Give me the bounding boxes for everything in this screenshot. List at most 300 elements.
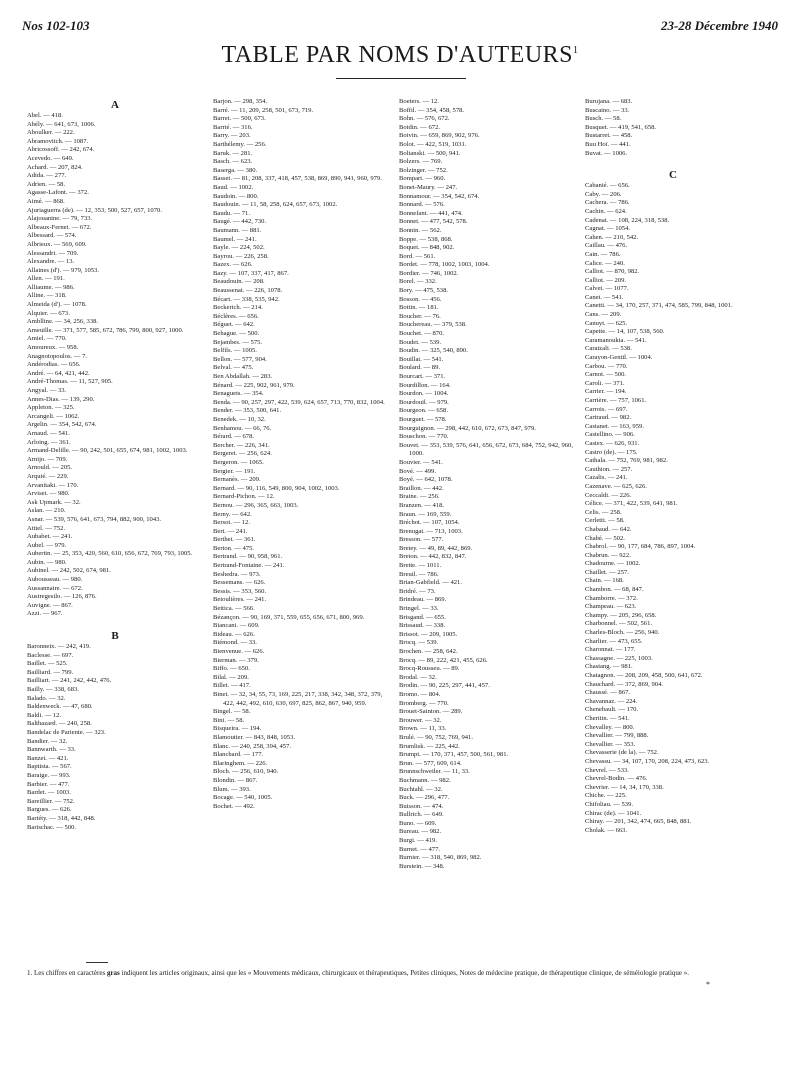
index-entry: Argelin. — 354, 542, 674. (27, 421, 97, 429)
index-entry: Boquet. — 848, 902. (399, 244, 455, 252)
index-entry: Chabé. — 502. (585, 534, 625, 542)
index-entry: Baptista. — 567. (27, 763, 72, 771)
index-entry: Bini. — 58. (213, 716, 245, 724)
index-entry: Busch. — 58. (585, 115, 622, 123)
index-entry: Breuil. — 786. (399, 570, 439, 578)
index-entry: Adrien. — 58. (27, 180, 66, 188)
index-entry: Binet. — 32, 34, 55, 73, 169, 225, 217, 338, 342, 348, 372, 379, 422, 442, 492, 610, 630, 697, 825, 862, 867, 940, 959. (213, 690, 384, 707)
index-entry: Bourguignon. — 298, 442, 610, 672, 673, 847, 979. (399, 424, 536, 432)
index-entry: Capette. — 14, 107, 538, 560. (585, 328, 665, 336)
index-entry: Baumel. — 241. (213, 235, 257, 243)
index-entry: Canet. — 541. (585, 293, 624, 301)
index-entry: Blanchard. — 177. (213, 751, 264, 759)
index-entry: Busquet. — 419, 541, 658. (585, 123, 657, 131)
index-entry: Bordet. — 778, 1002, 1003, 1004. (399, 261, 490, 269)
index-entry: Bonnet. — 477, 542, 578. (399, 218, 468, 226)
index-entry: Bécart. — 338, 535, 942. (213, 295, 280, 303)
index-entry: Betoulières. — 241. (213, 596, 267, 604)
index-entry: Bareillier. — 752. (27, 797, 75, 805)
index-entry: Calice. — 240. (585, 259, 625, 267)
issue-number: Nos 102-103 (22, 18, 90, 33)
index-entry: Brumpt. — 170, 371, 457, 500, 561, 981. (399, 751, 509, 759)
index-entry: Arnijo. — 709. (27, 455, 68, 463)
index-entry: André-Thomas. — 11, 527, 905. (27, 378, 113, 386)
index-entry: Berthet. — 361. (213, 536, 256, 544)
index-entry: Carrière. — 757, 1061. (585, 397, 647, 404)
index-entry: Cachera. — 786. (585, 199, 630, 207)
index-entry: Cadenat. — 108, 224, 318, 538. (585, 216, 670, 224)
index-entry: Baudu. — 71. (213, 209, 250, 217)
index-entry: Baldenweck. — 47, 680. (27, 703, 93, 711)
index-entry: Bourguet. — 578. (399, 415, 447, 423)
index-entry: Carayon-Gentil. — 1004. (585, 354, 653, 362)
index-entry: Aubertin. — 25, 353, 420, 560, 610, 656, 672, 769, 793, 1005. (27, 550, 193, 558)
index-entry: Calliot. — 870, 982. (585, 268, 640, 276)
index-entry: Brisgand. — 655. (399, 613, 446, 621)
index-entry: Chevasserie (de la). — 752. (585, 749, 659, 757)
index-entry: Auvigne. — 867. (27, 601, 73, 609)
index-entry: Cahen. — 210, 542. (585, 233, 639, 241)
index-entry: Brian-Gabfield. — 421. (399, 579, 462, 587)
index-entry: Bretey. — 49, 89, 442, 869. (399, 544, 473, 552)
index-entry: Chiche. — 225. (585, 792, 627, 800)
index-entry: Bosson. — 456. (399, 295, 442, 303)
index-entry: Blaringhem. — 226. (213, 759, 268, 767)
index-entry: Bérard. — 678. (213, 433, 255, 441)
index-entry: Cans. — 209. (585, 311, 622, 319)
index-entry: Chabaud. — 642. (585, 525, 632, 533)
index-entry: Cerletti. — 58. (585, 517, 625, 525)
index-entry: Burujana. — 683. (585, 98, 633, 105)
index-entry: Arviset. — 980. (27, 490, 70, 498)
index-entry: Azzi. — 967. (27, 610, 63, 618)
index-column-2 (213, 98, 389, 811)
index-entry: Charbonnel. — 502, 561. (585, 620, 653, 628)
index-entry: Arnaud. — 541. (27, 429, 70, 437)
index-entry: Baronneix. — 242, 419. (27, 643, 91, 651)
index-entry: Attiel. — 752. (27, 524, 66, 532)
index-entry: Boppe. — 538, 868. (399, 235, 453, 243)
index-entry: Chevassu. — 34, 107, 170, 208, 224, 473, 623. (585, 757, 710, 765)
index-entry: Bailliart. — 241, 242, 442, 476. (27, 677, 112, 685)
index-entry: Aubel. — 979. (27, 541, 67, 549)
footnote-rule (86, 962, 108, 963)
index-entry: Chevallier. — 353. (585, 740, 636, 748)
index-entry: Brouwer. — 32. (399, 716, 442, 724)
index-entry: Braillon. — 442. (399, 484, 444, 492)
index-entry: Baugé. — 442, 730. (213, 218, 267, 226)
index-entry: Chiray. — 201, 342, 474, 665, 848, 881. (585, 818, 692, 826)
index-column-3 (399, 98, 575, 871)
index-entry: Béclères. — 656. (213, 312, 259, 320)
index-entry: Brodal. — 32. (399, 673, 437, 681)
index-entry: Cathala. — 752, 769, 981, 982. (585, 457, 668, 465)
index-entry: Bouvier. — 541. (399, 458, 443, 466)
index-entry: Bailly. — 338, 683. (27, 686, 79, 693)
index-entry: Baudouin. — 11, 58, 258, 624, 657, 673, 1002. (213, 201, 338, 209)
index-entry: Bernard-Pichon. — 12. (213, 493, 275, 501)
page-header (22, 18, 778, 34)
index-entry: Bromberg. — 770. (399, 699, 449, 707)
index-entry: Boulard. — 89. (399, 364, 441, 372)
index-entry: Brindeau. — 869. (399, 596, 447, 604)
index-entry: Angyal. — 33. (27, 387, 67, 394)
index-entry: Bellon. — 577, 904. (213, 355, 267, 363)
index-entry: Cabanié. — 656. (585, 182, 630, 190)
index-entry: Breton. — 442, 832, 847. (399, 553, 467, 561)
index-entry: Cholak. — 663. (585, 826, 628, 834)
index-entry: Burnier. — 318, 540, 869, 982. (399, 854, 482, 862)
index-entry: Burstein. — 348. (399, 862, 445, 870)
index-entry: Bienvenue. — 626. (213, 648, 265, 655)
index-entry: Branzen. — 418. (399, 501, 445, 509)
index-entry: Bustarret. — 458. (585, 132, 633, 140)
index-entry: Aubousseau. — 980. (27, 576, 83, 584)
index-entry: Arnould. — 205. (27, 464, 73, 472)
index-entry: Chirac (de). — 1041. (585, 809, 642, 817)
index-entry: Carbou. — 770. (585, 362, 628, 370)
index-entry: Caroli. — 371. (585, 379, 625, 387)
index-entry: Aslan. — 210. (27, 507, 66, 515)
index-entry: Basch. — 623. (213, 158, 253, 166)
index-entry: Beckerich. — 214. (213, 304, 263, 312)
index-entry: Brenugat. — 713, 1003. (399, 527, 463, 535)
index-entry: Brissaud. — 338. (399, 622, 446, 630)
index-entry: Carrier. — 194. (585, 388, 627, 396)
index-entry: Cachin. — 624. (585, 207, 627, 215)
index-entry: Buchmann. — 982. (399, 776, 451, 784)
index-entry: Aubabet. — 241. (27, 533, 73, 541)
index-entry: Borel. — 332. (399, 278, 437, 286)
index-entry: Belval. — 475. (213, 364, 254, 372)
index-entry: Andérodias. — 656. (27, 361, 81, 369)
index-entry: Amiel. — 770. (27, 335, 67, 343)
index-entry: Balado. — 32. (27, 694, 66, 702)
index-entry: Bessis. — 353, 560. (213, 587, 267, 595)
index-entry: Canetti. — 34, 170, 257, 371, 474, 585, 799, 848, 1001. (585, 302, 733, 310)
index-entry: Bové. — 499. (399, 467, 436, 475)
index-entry: Bolzers. — 769. (399, 158, 443, 166)
index-entry: Bureau. — 982. (399, 828, 442, 836)
index-entry: Boudin. — 325, 540, 890. (399, 347, 468, 355)
index-entry: Bonnin. — 562. (399, 226, 442, 234)
index-entry: Abély. — 641, 673, 1006. (27, 120, 96, 128)
index-entry: Cagnat. — 1054. (585, 225, 631, 233)
index-entry: Boltanski. — 500, 941. (399, 149, 461, 157)
index-entry: Chain. — 168. (585, 577, 624, 585)
index-entry: Blum. — 393. (213, 785, 251, 793)
index-entry: Charlier. — 473, 655. (585, 637, 643, 645)
index-entry: Boeters. — 12. (399, 98, 439, 105)
index-entry: Bilal. — 209. (213, 673, 249, 681)
index-entry: Bohn. — 576, 672. (399, 115, 450, 123)
index-entry: Aboulker. — 222. (27, 129, 75, 137)
index-entry: Chevrel-Bodin. — 476. (585, 775, 648, 783)
page-title-text: TABLE PAR NOMS D'AUTEURS (221, 42, 574, 68)
index-entry: Beaudouin. — 208. (213, 278, 265, 286)
index-entry: Chavannaz. — 224. (585, 697, 638, 705)
index-entry: Abricossoff. — 242, 674. (27, 146, 95, 154)
index-entry: Barjon. — 298, 354. (213, 98, 268, 105)
index-entry: Calliot. — 209. (585, 276, 627, 284)
index-entry: Bisqueira. — 194. (213, 725, 262, 733)
index-entry: Arcangeli. — 1062. (27, 412, 80, 420)
index-entry: Célice. — 371, 422, 539, 641, 981. (585, 500, 678, 508)
index-entry: Brown. — 11, 33. (399, 725, 447, 733)
index-entry: Arloing. — 361. (27, 438, 71, 446)
index-entry: Blamoutier. — 843, 848, 1053. (213, 733, 296, 741)
index-entry: Acevedo. — 649. (27, 154, 74, 162)
index-entry: Annes-Dias. — 139, 290. (27, 395, 95, 403)
index-entry: Champeau. — 623. (585, 603, 637, 611)
index-entry: Béguet. — 642. (213, 321, 255, 329)
index-entry: Bertrand-Fontaine. — 241. (213, 562, 285, 570)
index-entry: Caramanoukia. — 541. (585, 336, 647, 344)
index-entry: Bourgeon. — 658. (399, 407, 448, 415)
index-entry: Cartraud. — 982. (585, 414, 632, 422)
index-entry: Bertrand. — 90, 958, 961. (213, 553, 283, 561)
index-entry: Bocage. — 540, 1005. (213, 794, 273, 802)
footnote (27, 968, 777, 978)
index-entry: Chassagne. — 225, 1003. (585, 654, 653, 662)
index-entry: Biffo. — 650. (213, 665, 250, 673)
index-entry: Bézançon. — 90, 169, 371, 559, 655, 656, 671, 800, 969. (213, 613, 365, 621)
index-entry: Baclesse. — 697. (27, 651, 74, 659)
index-entry: Bresson. — 577. (399, 536, 444, 544)
title-rule (336, 78, 466, 79)
footnote-number: 1. (27, 969, 33, 977)
index-entry: Ameuille. — 371, 577, 585, 672, 786, 799, 800, 927, 1000. (27, 326, 184, 334)
index-entry: Chevalley. — 800. (585, 723, 635, 731)
index-entry: Ceccaldi. — 226. (585, 491, 632, 499)
index-entry: Buisson. — 474. (399, 802, 444, 810)
index-entry: Bergeron. — 1065. (213, 458, 264, 466)
section-gap (585, 158, 761, 168)
index-entry: Boyé. — 642, 1078. (399, 476, 453, 484)
index-entry: Cauthion. — 257. (585, 465, 633, 473)
index-entry: Bordier. — 746, 1002. (399, 269, 459, 277)
index-entry: Ajuriaguerra (de). — 12, 353, 500, 527, 657, 1070. (27, 206, 162, 214)
index-entry: Buu Hoï. — 441. (585, 140, 631, 148)
index-entry: Baraige. — 993. (27, 771, 71, 779)
index-entry: Bonnard. — 576. (399, 201, 445, 209)
index-entry: Brissot. — 209, 1005. (399, 630, 458, 638)
index-entry: Carrois. — 697. (585, 405, 628, 413)
index-entry: Billet. — 417. (213, 682, 251, 690)
index-entry: Biémond. — 33. (213, 639, 257, 647)
index-entry: Bouillat. — 541. (399, 355, 444, 363)
index-entry: Brette. — 1011. (399, 562, 442, 570)
index-entry: Charonnat. — 177. (585, 646, 636, 654)
index-entry: Bénard. — 225, 902, 961, 979. (213, 381, 295, 389)
index-entry: Austregesilo. — 126, 876. (27, 593, 97, 601)
index-entry: Cazalis. — 241. (585, 474, 628, 482)
index-entry: Castro (de). — 175. (585, 448, 638, 456)
index-entry: Charles-Bloch. — 256, 940. (585, 629, 660, 637)
index-entry: Bourdillon. — 164. (399, 381, 451, 389)
index-entry: Bandier. — 32. (27, 737, 68, 745)
footnote-text-after: indiquent les articles originaux, ainsi que les « Mouvements médicaux, chirurgicaux et thérapeutiques, Petites cliniques, Notes de médecine pratique, de thérapeutique clinique, de séméiologie pratique ». (121, 969, 690, 977)
index-entry: Abel. — 418. (27, 112, 63, 119)
index-entry: Bouchereau. — 379, 538. (399, 321, 467, 329)
index-entry: Bessemans. — 626. (213, 579, 266, 587)
index-entry: Arvanitaki. — 170. (27, 481, 79, 489)
index-entry: Anagnotopoulos. — 7. (27, 352, 88, 360)
index-entry: Baud. — 1002. (213, 183, 254, 191)
index-entry: Almeida (d'). — 1078. (27, 301, 87, 309)
index-entry: Barry. — 203. (213, 132, 251, 140)
index-entry: Barré. — 11, 209, 258, 501, 673, 719. (213, 106, 314, 114)
index-entry: Bringel. — 33. (399, 605, 439, 613)
index-entry: Albeaux-Fernet. — 672. (27, 223, 92, 231)
index-entry: Boidin. — 672. (399, 123, 441, 131)
index-entry: Agasse-Lafont. — 372. (27, 189, 89, 197)
index-entry: Cheritin. — 541. (585, 714, 630, 722)
index-entry: Bromo. — 804. (399, 690, 441, 698)
index-entry: Aubin. — 980. (27, 558, 67, 566)
index-entry: Brunnschweiler. — 11, 33. (399, 768, 470, 776)
section-letter: B (111, 630, 119, 643)
index-entry: Barret. — 500, 673. (213, 115, 266, 123)
index-entry: Alliaume. — 986. (27, 283, 75, 291)
index-entry: Chatagnon. — 208, 209, 458, 500, 641, 672. (585, 672, 703, 679)
index-entry: Bory. — 475, 538. (399, 287, 449, 295)
index-entry: Brouet-Sainton. — 289. (399, 708, 463, 716)
index-entry: Chaillet. — 257. (585, 568, 629, 576)
index-entry: Burgi. — 419. (399, 837, 437, 845)
index-entry: Brocq. — 89, 222, 421, 455, 626. (399, 656, 488, 664)
star-mark: * (706, 980, 710, 989)
index-entry: Chastang. — 981. (585, 663, 633, 671)
index-entry: Boucher. — 76. (399, 312, 441, 320)
index-entry: Bullrich. — 649. (399, 811, 444, 819)
index-entry: Bouvet. — 353, 539, 576, 641, 656, 672, 673, 684, 752, 942, 960, 1000. (399, 441, 575, 458)
index-entry: Braun. — 169, 559. (399, 510, 452, 518)
footnote-bold-word: gras (106, 969, 120, 977)
index-entry: Buck. — 296, 477. (399, 794, 450, 802)
index-entry: Bouschon. — 770. (399, 433, 449, 441)
index-entry: Chabrun. — 922. (585, 551, 631, 559)
index-entry: Chevrel. — 533. (585, 766, 629, 774)
index-entry: Aussannaire. — 672. (27, 584, 83, 592)
index-entry: Bréchot. — 107, 1054. (399, 519, 460, 527)
index-entry: Brun. — 577, 609, 614. (399, 759, 462, 767)
index-entry: Aimé. — 868. (27, 197, 65, 205)
index-entry: Behague. — 500. (213, 330, 260, 338)
index-entry: Bingel. — 58. (213, 708, 251, 716)
index-entry: Celis. — 258. (585, 508, 622, 516)
index-entry: Bert. — 241. (213, 527, 248, 535)
index-entry: Bridré. — 73. (399, 587, 436, 595)
index-entry: Banzet. — 421. (27, 754, 69, 762)
index-entry: Bannwarth. — 33. (27, 746, 76, 754)
index-entry: Bernanès. — 209. (213, 476, 261, 484)
index-entry: Albessard. — 574. (27, 232, 77, 240)
index-entry: Baillet. — 525. (27, 660, 68, 668)
index-entry: Bottin. — 181. (399, 304, 439, 312)
index-entry: Bonnamour. — 354, 542, 674. (399, 192, 480, 200)
index-entry: Chambon. — 68, 847. (585, 586, 644, 594)
index-entry: Benaguets. — 354. (213, 390, 264, 398)
index-entry: Calvet. — 1077. (585, 285, 629, 293)
index-entry: Barrié. — 316. (213, 123, 253, 131)
index-entry: Bloch. — 256, 610, 940. (213, 768, 279, 776)
index-entry: Baserga. — 380. (213, 166, 258, 174)
index-entry: Bazex. — 626. (213, 261, 253, 269)
index-entry: Bargues. — 626. (27, 806, 72, 814)
index-entry: Castex. — 626, 931. (585, 439, 640, 447)
index-entry: Champy. — 205, 296, 658. (585, 611, 657, 619)
index-entry: Alessandri. — 709. (27, 249, 79, 257)
index-entry: Buno. — 609. (399, 819, 437, 827)
index-entry: Bergier. — 191. (213, 467, 256, 475)
index-column-1 (27, 98, 203, 832)
index-entry: Bersot. — 12. (213, 519, 250, 527)
index-entry: Bouchet. — 870. (399, 330, 445, 338)
index-entry: Baruk. — 281. (213, 149, 253, 157)
index-entry: Bompart. — 960. (399, 175, 446, 183)
index-entry: Chaussé. — 867. (585, 689, 631, 697)
index-entry: Bord. — 561. (399, 252, 436, 260)
index-entry: Bandelac de Pariente. — 323. (27, 728, 106, 736)
index-entry: Brocq. — 539. (399, 639, 439, 647)
index-entry: Bariéty. — 318, 442, 848. (27, 814, 96, 822)
index-entry: Bernou. — 296, 365, 663, 1003. (213, 501, 299, 509)
section-letter: A (111, 99, 119, 111)
index-entry: Chevrier. — 14, 34, 170, 338. (585, 783, 664, 791)
index-entry: Baldi. — 12. (27, 711, 62, 719)
index-entry: Chifoliau. — 539. (585, 800, 633, 808)
index-entry: Blanc. — 240, 258, 394, 457. (213, 742, 292, 750)
index-entry: Carnot. — 500. (585, 371, 627, 379)
footnote-text-before: Les chiffres en caractères (34, 969, 106, 977)
index-entry: Balthazard. — 240, 258. (27, 720, 92, 728)
index-entry: Bercher. — 226, 341. (213, 441, 270, 449)
index-entry: Bailliard. — 799. (27, 668, 74, 676)
section-letter: C (669, 169, 677, 182)
index-entry: Chadourne. — 1002. (585, 560, 641, 568)
index-entry: Chamborre. — 372. (585, 594, 638, 602)
index-entry: Appleton. — 325. (27, 404, 75, 412)
index-column-4 (585, 98, 761, 835)
index-entry: Benedek. — 10, 32. (213, 415, 266, 423)
index-entry: Bierman. — 379. (213, 656, 259, 664)
index-entry: Belfils. — 1005. (213, 347, 257, 355)
index-entry: Amoureux. — 958. (27, 344, 79, 352)
index-entry: Bazy. — 107, 337, 417, 867. (213, 269, 289, 277)
index-entry: Beshedra. — 973. (213, 570, 261, 578)
index-entry: Braine. — 256. (399, 493, 440, 501)
index-entry: Benda. — 90, 257, 297, 422, 539, 624, 657, 713, 770, 832, 1004. (213, 398, 385, 406)
index-entry: Alline. — 318. (27, 292, 67, 300)
index-entry: André. — 64, 421, 442. (27, 369, 90, 377)
index-entry: Bayle. — 224, 502. (213, 244, 265, 252)
index-entry: Boffil. — 354, 458, 578. (399, 106, 465, 114)
index-entry: Bejambes. — 575. (213, 338, 263, 346)
index-entry: Cain. — 786. (585, 250, 621, 258)
index-entry: Bourdouil. — 979. (399, 398, 449, 406)
index-entry: Brodin. — 90, 225, 297, 441, 457. (399, 682, 490, 690)
index-entry: Chevallier. — 799, 888. (585, 732, 649, 740)
section-gap (27, 619, 203, 629)
index-entry: Barischac. — 500. (27, 823, 77, 831)
index-entry: Brocq-Rousseu. — 89. (399, 665, 460, 673)
index-entry: Caratzali. — 538. (585, 345, 632, 353)
index-entry: Bourdon. — 1004. (399, 390, 449, 398)
index-entry: Bayrou. — 226, 258. (213, 252, 269, 260)
index-entry: Canuyt. — 625. (585, 319, 628, 327)
index-entry: Blondin. — 867. (213, 776, 258, 784)
